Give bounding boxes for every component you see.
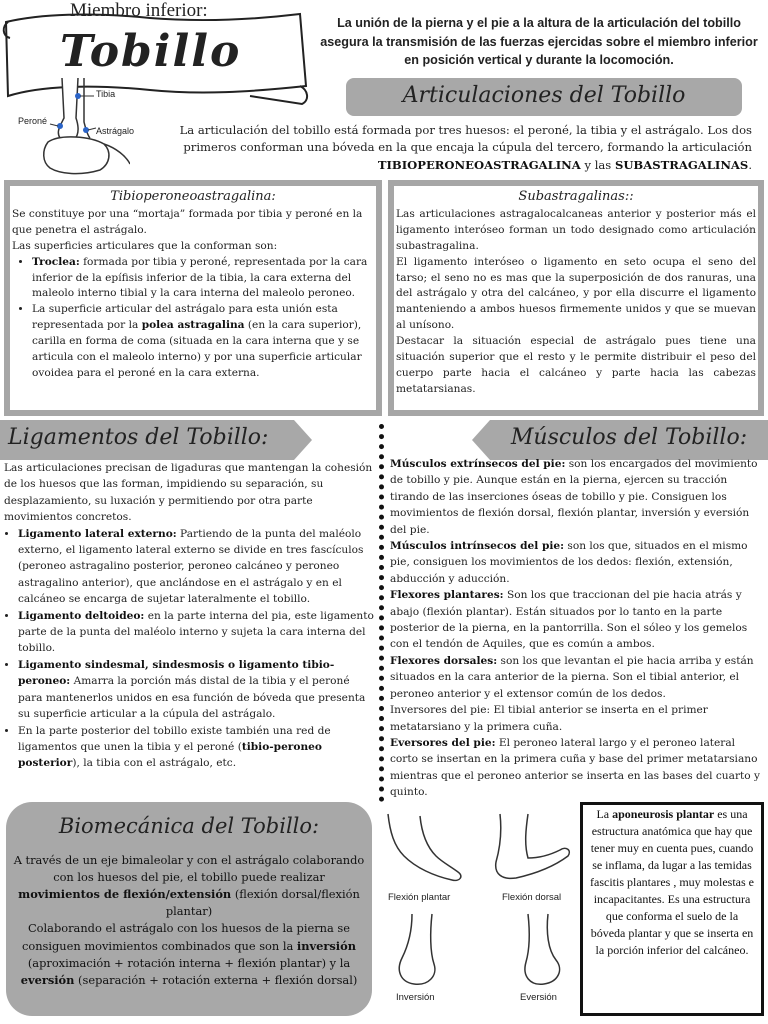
list-item [18,526,374,608]
articulaciones-b1: TIBIOPERONEOASTRAGALINA [377,157,581,172]
subas-content [396,207,756,398]
subas-p2: El ligamento interóseo o ligamento en seto ocupa el seno del tarso; el seno no es mas que la superposición de dos ranuras, una del astrágalo y otra del calcáneo, y por ella discurre el ligamento manteniendo a ambos huesos firmemente unidos y que se muevan al unísono. [396,255,756,332]
tibio-li2-a: La superficie articular del astrágalo para esta unión esta representada por la [32,303,338,332]
lig-li2-bold: Ligamento deltoideo: [18,609,145,622]
musculo-2-bold: Flexores plantares: [390,589,504,602]
header-subtitle: Miembro inferior: [70,0,208,21]
musculo-4-text: Inversores del pie: El tibial anterior se inserta en el primer metatarsiano y la primera cuña. [390,704,708,733]
list-item [18,723,374,772]
musculo-2-text: Son los que traccionan del pie hacia atrás y abajo (flexión plantar). Están situados por lo tanto en la parte posterior de la pierna, en la pantorrilla. Son el sóleo y los gemelos con el tendón de Aquiles, que es común a ambos. [390,589,748,651]
bio-p2-e: (separación + rotación externa + flexión dorsal) [74,972,358,987]
musculo-5-text: El peroneo lateral largo y el peroneo lateral corto se insertan en la primera cuña y base del primer metatarsiano mientras que el peroneo anterior se inserta en las bases del cuarto y quinto. [390,736,760,799]
lig-li3-text: Amarra la porción más distal de la tibia y el peroné para mantenerlos unidos en esa función de bóveda que presenta su superficie articular a la cúpula del astrágalo. [18,675,366,721]
articulaciones-mid: y las [584,157,612,172]
musculo-item [390,653,764,702]
musculo-item [390,538,764,587]
apo-a: La [596,807,613,821]
page-title: Tobillo [60,26,242,77]
lig-li4-bold: tibio-peroneo posterior [18,740,322,770]
musculo-3-text: son los que levantan el pie hacia arriba y están situados en la cara anterior de la pierna. Son el tibial anterior, el peroneo anterior y el extensor común de los dedos. [390,654,754,700]
foot-inversion-label: Inversión [396,992,435,1003]
subas-title: Subastragalinas:: [518,189,634,204]
tibio-title: Tibioperoneoastragalina: [110,189,276,204]
musculo-0-text: son los encargados del movimiento de tobillo y pie. Aunque están en la pierna, ejercen su tracción tirando de las inserciones óseas de tobillo y pie. Consiguen los movimientos de flexión dorsal, flexión plantar, inversión y eversión del pie. [390,458,758,536]
bio-p1-bold: movimientos de flexión/extensión [18,887,232,902]
tibio-content [12,207,372,382]
label-perone: Peroné [18,116,48,126]
musculos-title: Músculos del Tobillo: [510,425,748,450]
bio-p2-bold2: eversión [20,972,75,987]
musculos-content [390,456,764,801]
musculo-item [390,456,764,538]
tibio-li2-bold: polea astragalina [141,319,245,332]
lig-li3-bold: Ligamento sindesmal, sindesmosis o ligamento tibio-peroneo: [18,658,335,688]
musculo-3-bold: Flexores dorsales: [390,654,498,667]
tibio-p1: Se constituye por una “mortaja” formada por tibia y peroné en la que penetra el astrágalo. [12,208,363,236]
biomecanica-p2 [12,920,366,988]
ligamentos-intro: Las articulaciones precisan de ligaduras que mantengan la cohesión de los huesos que las forman, impidiendo su separación, su desplazamiento, su luxación y permitiendo por otra parte movimientos concretos. [4,462,373,524]
musculo-item [390,702,764,735]
bio-p2-c: (aproximación + rotación interna + flexión plantar) y la [27,955,351,970]
tibio-li2-c: (en la cara superior), carilla en forma de coma (situada en la cara interna que y se articula con el maleolo interno) y por una superficie articular ovoidea para el peroné en la cara externa. [32,319,362,379]
list-item [32,302,372,381]
musculo-1-text: son los que, situados en el mismo pie, consiguen los movimientos de los dedos: flexión, extensión, abducción y aducción. [390,540,748,585]
foot-flexion-dorsal-label: Flexión dorsal [502,892,562,903]
bio-p2-bold: inversión [296,938,357,953]
lig-li4-c: ), la tibia con el astrágalo, etc. [72,757,237,770]
tibio-li1-text: formada por tibia y peroné, representada por la cara inferior de la epífisis inferior de la tibia, la cara externa del maleolo interno tibial y la cara interna del maleolo peroneo. [32,255,368,300]
articulaciones-title: Articulaciones del Tobillo [402,83,686,108]
ligamentos-list [4,526,374,772]
articulaciones-b2: SUBASTRAGALINAS [614,157,749,172]
bio-p1-c: (flexión dorsal/flexión plantar) [165,887,360,919]
subas-p3: Destacar la situación especial de astrágalo pues tiene una situación superior que el resto y le permite distribuir el peso del cuerpo parte hacia el calcáneo y parte hacia las cabezas metatarsianas. [396,335,756,395]
articulaciones-text-a: La articulación del tobillo está formada por tres huesos: el peroné, la tibia y el astrágalo. Los dos primeros conforman una bóveda en la que encaja la cúpula del tercero, formando la articulación [179,123,752,155]
lig-li1-bold: Ligamento lateral externo: [18,527,177,540]
ligamentos-content [4,460,374,772]
biomecanica-title: Biomecánica del Tobillo: [58,814,320,838]
musculo-item [390,587,764,653]
foot-eversion-label: Eversión [520,992,557,1003]
foot-inversion-illustration [390,912,450,988]
foot-eversion-illustration [508,912,568,988]
musculo-0-bold: Músculos extrínsecos del pie: [390,458,566,470]
label-astragalo: Astrágalo [96,126,135,136]
articulaciones-text [170,122,752,174]
tibio-list [12,255,372,382]
bio-p1-a: A través de un eje bimaleolar y con el astrágalo colaborando con los huesos del pie, el tobillo puede realizar [13,853,365,885]
articulaciones-end: . [748,157,752,172]
subas-p1: Las articulaciones astragalocalcaneas anterior y posterior más el ligamento interóseo forman un todo designado como articulación subastragalina. [396,208,756,252]
lig-li2-text: en la parte interna del pia, este ligamento parte de la punta del maléolo interno y sujeta la cara interna del tobillo. [18,609,374,655]
intro-text: La unión de la pierna y el pie a la altura de la articulación del tobillo asegura la transmisión de las fuerzas ejercidas sobre el miembro inferior en posición vertical y durante la locomoción. [320,16,758,68]
aponeurosis-content [588,806,756,959]
label-tibia: Tibia [96,89,116,99]
foot-flexion-dorsal-illustration [486,812,576,886]
biomecanica-content [12,852,366,989]
musculo-1-bold: Músculos intrínsecos del pie: [390,540,565,553]
list-item [32,255,372,303]
foot-flexion-plantar-illustration [382,812,468,886]
lig-li4-a: En la parte posterior del tobillo existe también una red de ligamentos que unen la tibia y el peroné ( [18,724,331,753]
apo-c: es una estructura anatómica que hay que tener muy en cuenta pues, cuando se inflama, da lugar a las temidas fascitis plantares , muy molestas e incapacitantes. Es una estructura que conforma el suelo de la bóveda plantar y que se inserta en la porción inferior del calcáneo. [590,807,754,958]
list-item [18,608,374,657]
tibio-li1-bold: Troclea: [32,255,80,268]
musculo-item [390,735,764,801]
bio-p2-a: Colaborando el astrágalo con los huesos de la pierna se consiguen movimientos combinados que son la [21,921,351,953]
musculo-5-bold: Eversores del pie: [390,736,496,749]
list-item [18,657,374,723]
dotted-divider [379,424,387,802]
tibio-p2: Las superficies articulares que la conforman son: [12,239,278,252]
biomecanica-p1 [12,852,366,920]
apo-bold: aponeurosis plantar [612,807,715,821]
ligamentos-title: Ligamentos del Tobillo: [8,425,269,450]
lig-li1-text: Partiendo de la punta del maléolo externo, el ligamento lateral externo se divide en tres fascículos (peroneo astragalino posterior, peroneo calcáneo y peroneo astragalino anterior), que anclándose en el astrágalo y en el calcáneo se encarga de sujetar lateralmente el tobillo. [18,527,364,606]
foot-flexion-plantar-label: Flexión plantar [388,892,451,903]
